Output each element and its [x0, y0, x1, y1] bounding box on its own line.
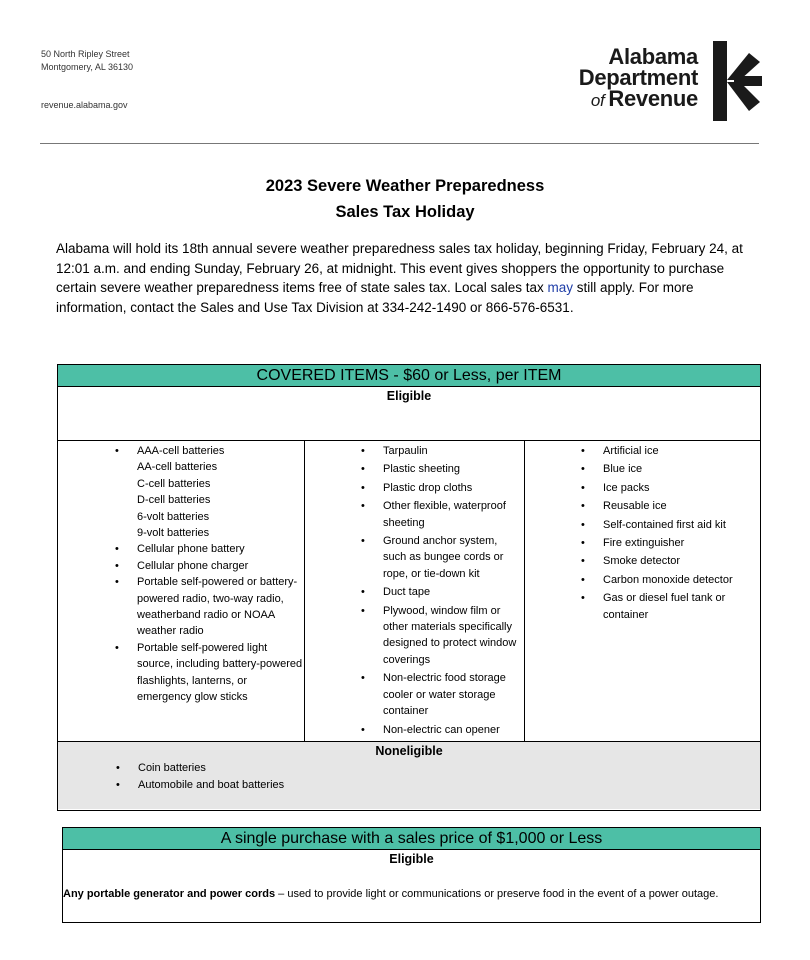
- column-ice-safety: [525, 441, 760, 741]
- list-item: • Ice packs: [603, 480, 760, 496]
- list-item: • Non-electric food storage cooler or water storage container: [383, 670, 523, 719]
- page-title: [0, 173, 810, 225]
- column-sheeting-supplies: [305, 441, 525, 741]
- website-text: revenue.alabama.gov: [41, 100, 128, 110]
- list-item: 6-volt batteries: [137, 510, 210, 523]
- list-item: • Other flexible, waterproof sheeting: [383, 498, 523, 531]
- generator-table: [62, 827, 761, 923]
- intro-text-2: still apply. For more information, contact the Sales and Use Tax Division at 334-242-1490 or 866-576-6531.: [56, 280, 694, 315]
- intro-text-1: Alabama will hold its 18th annual severe weather preparedness sales tax holiday, beginning Friday, February 24, at 12:01 a.m. and ending Sunday, February 26, at midnight. This event gives shoppers the opportunity to purchase certain severe weather preparedness items free of state sales tax. Local sales tax: [56, 241, 743, 295]
- logo-of: of: [590, 91, 605, 110]
- logo-revenue-word: Revenue: [608, 86, 698, 111]
- list-item: • Portable self-powered light source, including battery-powered flashlights, lanterns, or emergency glow sticks: [137, 640, 304, 706]
- header-divider: [40, 143, 759, 144]
- generator-item: [63, 868, 760, 903]
- title-line-2: Sales Tax Holiday: [335, 203, 475, 221]
- list-item: • Coin batteries: [138, 760, 760, 776]
- covered-items-table: [57, 364, 761, 811]
- department-logo-mark-icon: [710, 40, 762, 122]
- list-item: AA-cell batteries: [137, 461, 218, 474]
- generator-item-bold: Any portable generator and power cords: [63, 888, 276, 900]
- list-item: • Cellular phone charger: [137, 558, 304, 574]
- list-item: • Non-electric can opener: [383, 722, 523, 738]
- list-item: • Artificial ice: [603, 443, 760, 459]
- list-item: • Cellular phone battery: [137, 541, 304, 557]
- generator-item-text: – used to provide light or communications or preserve food in the event of a power outage.: [275, 888, 719, 900]
- list-item: • Automobile and boat batteries: [138, 777, 760, 793]
- list-item: 9-volt batteries: [137, 527, 210, 540]
- eligible-row: [58, 387, 760, 441]
- eligible-items-columns: [58, 441, 760, 742]
- generator-eligible-label: Eligible: [389, 852, 434, 866]
- intro-may-emphasis: may: [547, 280, 574, 295]
- department-logo-text: [579, 46, 698, 111]
- logo-line-department: Department: [578, 65, 698, 90]
- title-line-1: 2023 Severe Weather Preparedness: [265, 177, 545, 195]
- list-item: • Blue ice: [603, 461, 760, 477]
- list-item: • Smoke detector: [603, 553, 760, 569]
- intro-paragraph: [56, 239, 756, 317]
- list-item: • Self-contained first aid kit: [603, 517, 760, 533]
- logo-line-revenue: [579, 88, 698, 111]
- list-item: • Plastic drop cloths: [383, 480, 523, 496]
- list-item: C-cell batteries: [137, 477, 211, 490]
- covered-items-header: COVERED ITEMS - $60 or Less, per ITEM: [58, 365, 760, 387]
- mailing-address: [41, 48, 133, 74]
- list-item: • Duct tape: [383, 584, 523, 600]
- eligible-label: Eligible: [386, 389, 432, 403]
- list-item: • Fire extinguisher: [603, 535, 760, 551]
- list-item: • Portable self-powered or battery-powered radio, two-way radio, weatherband radio or NOAA weather radio: [137, 574, 304, 640]
- noneligible-section: [58, 742, 760, 809]
- list-item: • Plastic sheeting: [383, 461, 523, 477]
- generator-header: A single purchase with a sales price of $1,000 or Less: [63, 828, 760, 850]
- noneligible-label: Noneligible: [375, 744, 443, 758]
- list-item: • AAA-cell batteries: [137, 443, 304, 459]
- column-batteries-radios: [58, 441, 305, 741]
- address-line-1: 50 North Ripley Street: [41, 49, 130, 59]
- logo-line-alabama: Alabama: [608, 44, 698, 69]
- list-item: • Gas or diesel fuel tank or container: [603, 590, 760, 623]
- list-item: • Ground anchor system, such as bungee cords or rope, or tie-down kit: [383, 533, 523, 582]
- list-item: • Tarpaulin: [383, 443, 523, 459]
- list-item: D-cell batteries: [137, 494, 211, 507]
- list-item: • Carbon monoxide detector: [603, 572, 760, 588]
- list-item: • Reusable ice: [603, 498, 760, 514]
- list-item: • Plywood, window film or other materials specifically designed to protect window coverings: [383, 603, 523, 669]
- address-line-2: Montgomery, AL 36130: [41, 62, 134, 72]
